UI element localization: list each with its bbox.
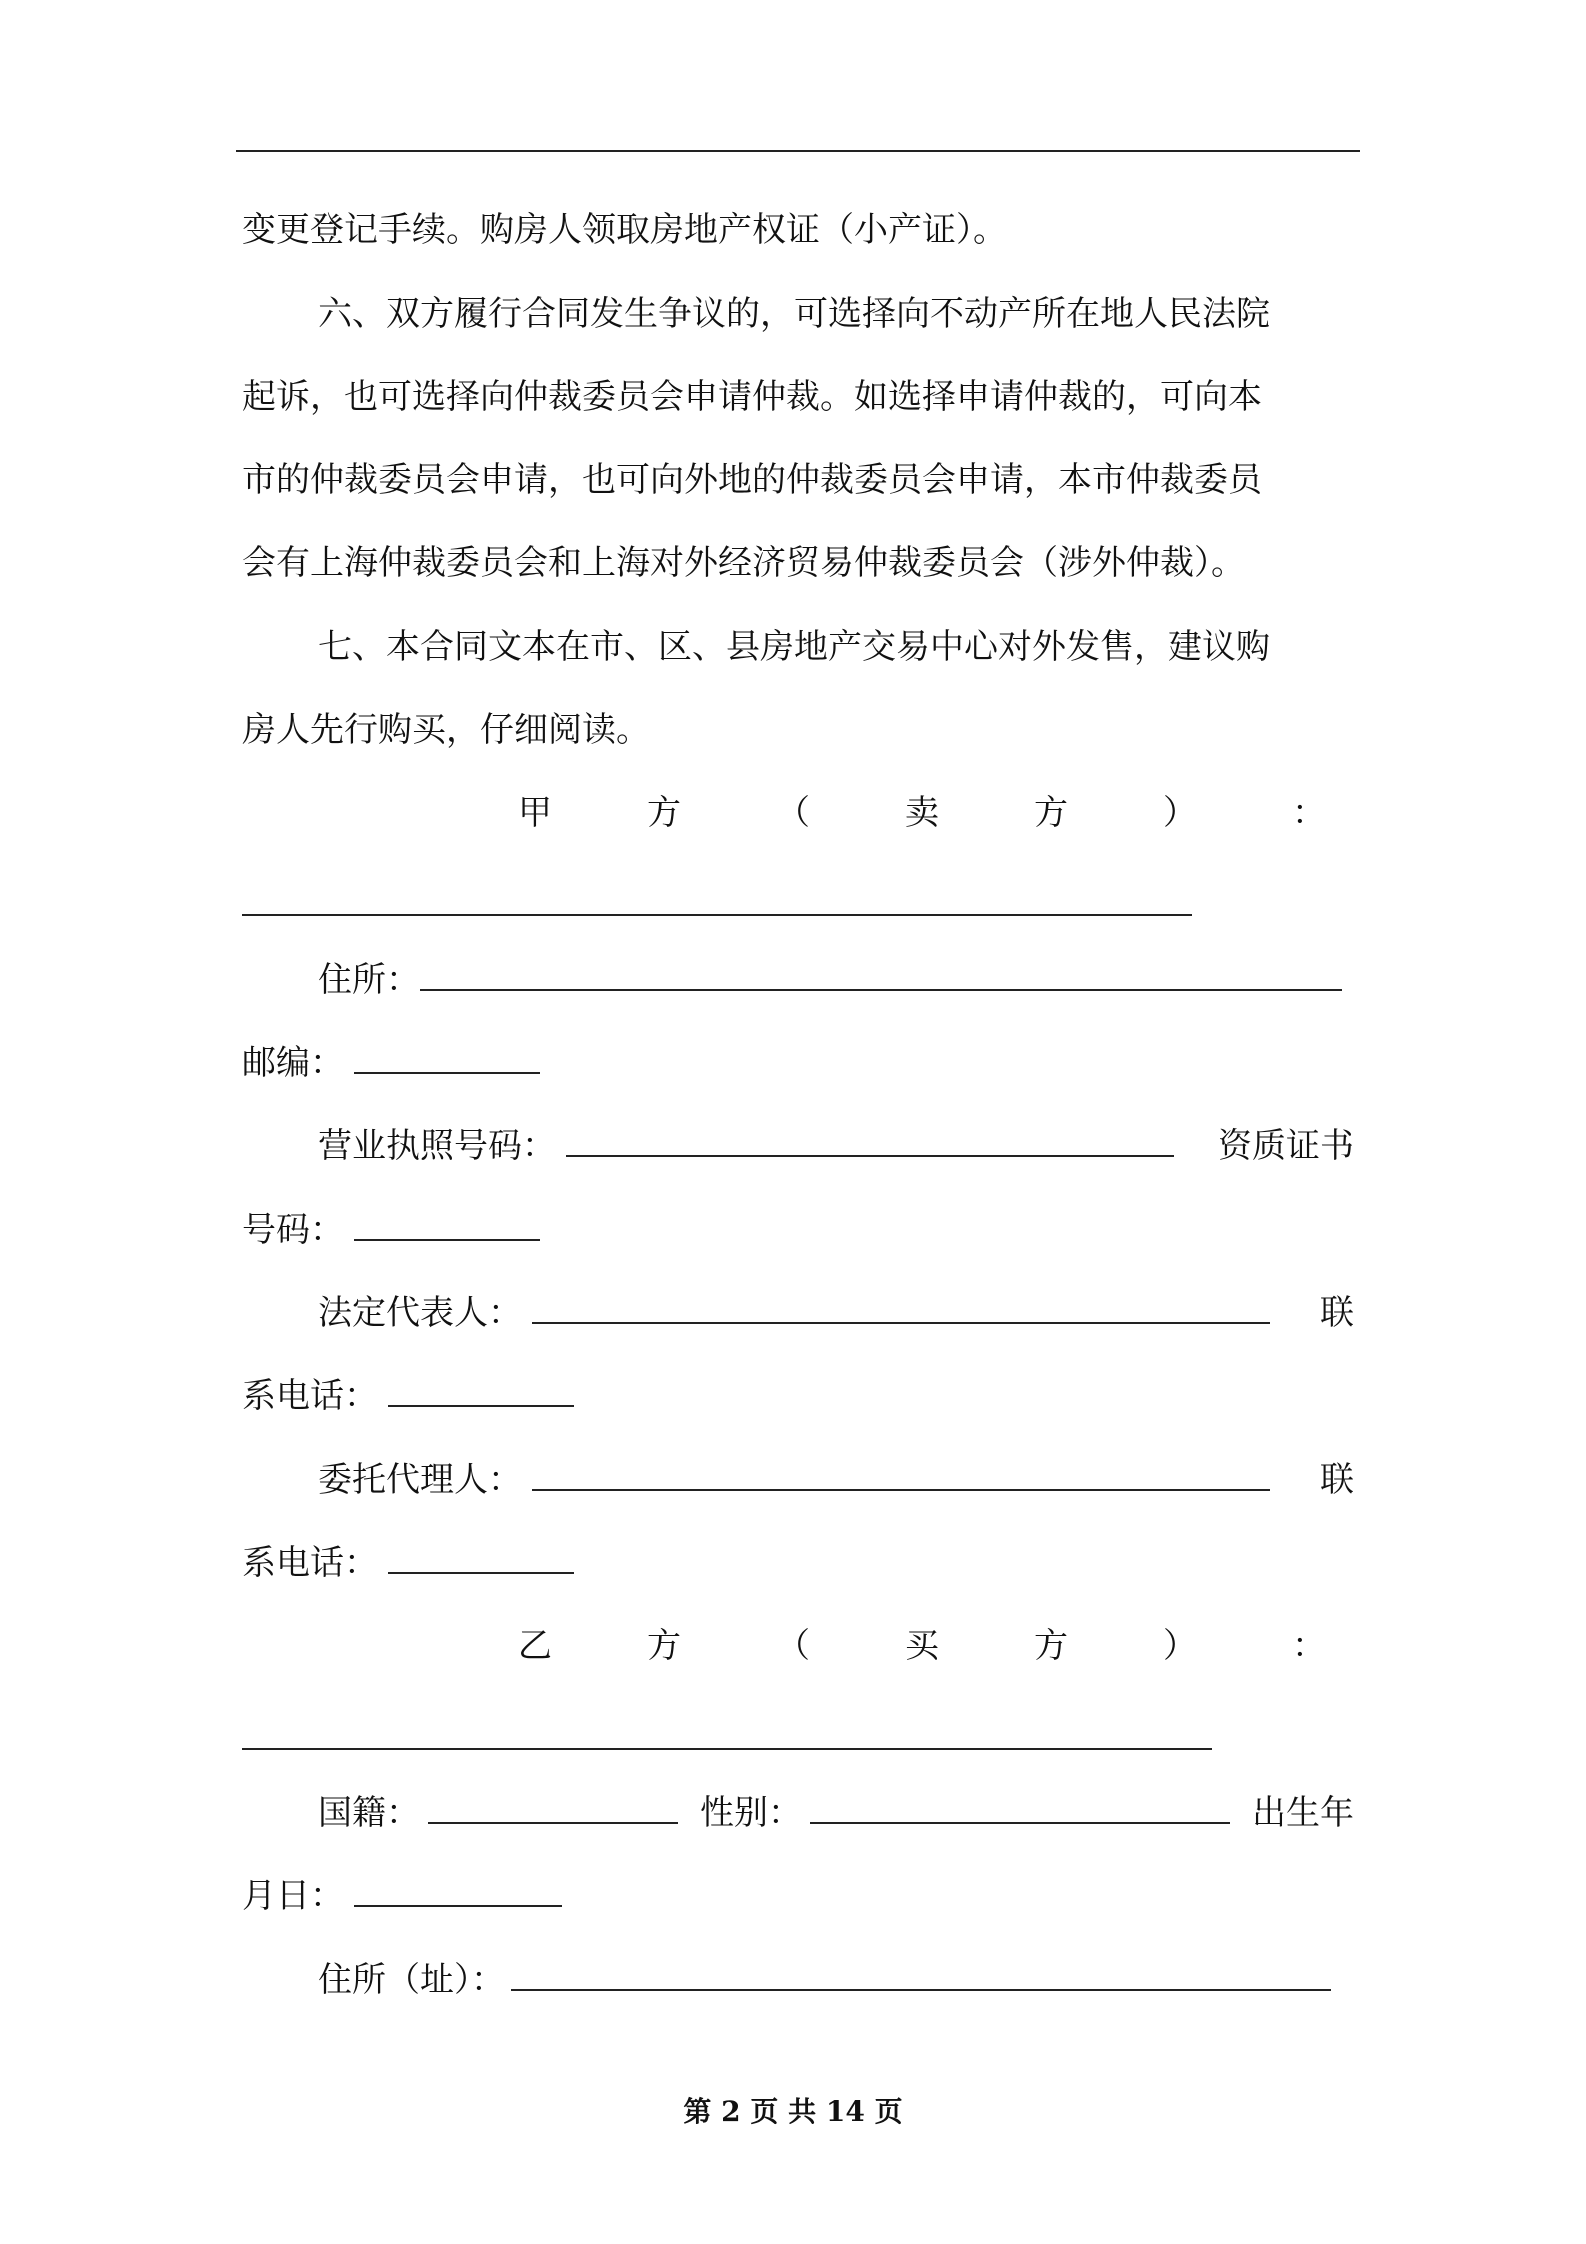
party-a-agent-row [318,1455,1354,1505]
party-a-qualification-label: 资质证书 [1218,1126,1354,1166]
party-a-postcode-blank[interactable] [354,1042,540,1074]
party-a-agent-phone-blank[interactable] [388,1542,574,1574]
party-a-phone-label: 联 [1320,1293,1354,1333]
party-b-birth-label: 出生年 [1252,1793,1354,1833]
party-b-nationality-label: 国籍： [318,1793,420,1833]
party-a-agent-label: 委托代理人： [318,1460,522,1500]
party-a-license-row [318,1121,1354,1171]
party-a-legal-rep-label: 法定代表人： [318,1293,522,1333]
party-b-heading-char: 方 [1034,1626,1068,1666]
party-a-qualification-row [242,1205,1354,1255]
body-line-7: 房人先行购买，仔细阅读。 [242,710,650,750]
body-line-4: 市的仲裁委员会申请，也可向外地的仲裁委员会申请，本市仲裁委员 [242,460,1262,500]
party-b-heading-char: 买 [905,1626,939,1666]
party-a-heading-char: 卖 [905,793,939,833]
party-a-legal-rep-blank[interactable] [532,1292,1270,1324]
body-line-1: 变更登记手续。购房人领取房地产权证（小产证）。 [242,210,1007,250]
party-b-gender-blank[interactable] [810,1792,1230,1824]
party-a-license-blank[interactable] [566,1125,1174,1157]
party-a-heading-char: 方 [647,793,681,833]
body-line-2: 六、双方履行合同发生争议的，可选择向不动产所在地人民法院 [318,294,1270,334]
party-a-agent-phone-label-cont: 系电话： [242,1543,378,1583]
party-b-birth-label-cont: 月日： [242,1876,344,1916]
party-a-address-label: 住所： [318,960,420,1000]
party-b-info-row [318,1788,1354,1838]
party-a-agent-blank[interactable] [532,1459,1270,1491]
party-a-license-label: 营业执照号码： [318,1126,556,1166]
party-b-address-row [318,1955,1354,2005]
party-b-address-blank[interactable] [511,1959,1331,1991]
party-a-heading-char: 甲 [518,793,552,833]
party-a-address-row [318,955,1354,1005]
party-a-heading [518,788,1326,838]
party-a-heading-char: 方 [1034,793,1068,833]
party-a-name-blank[interactable] [242,914,1192,916]
party-a-postcode-label: 邮编： [242,1043,344,1083]
party-a-agent-phone-row [242,1538,1354,1588]
party-b-heading [518,1621,1326,1671]
party-b-birth-blank[interactable] [354,1875,562,1907]
party-a-heading-char: ： [1292,793,1326,833]
body-line-6: 七、本合同文本在市、区、县房地产交易中心对外发售，建议购 [318,627,1270,667]
party-b-heading-char: 方 [647,1626,681,1666]
party-b-heading-char: ） [1163,1626,1197,1666]
party-a-agent-phone-label: 联 [1320,1460,1354,1500]
party-b-name-blank[interactable] [242,1748,1212,1750]
body-line-5: 会有上海仲裁委员会和上海对外经济贸易仲裁委员会（涉外仲裁）。 [242,543,1245,583]
party-a-phone-blank[interactable] [388,1375,574,1407]
party-a-phone-label-cont: 系电话： [242,1376,378,1416]
party-a-qualification-label-cont: 号码： [242,1210,344,1250]
page-number: 第 2 页 共 14 页 [683,2095,903,2128]
party-b-birth-row [242,1871,1354,1921]
party-a-legal-rep-row [318,1288,1354,1338]
party-a-heading-char: ） [1163,793,1197,833]
party-b-heading-char: ： [1292,1626,1326,1666]
party-a-postcode-row [242,1038,1354,1088]
party-a-heading-char: （ [776,793,810,833]
party-b-address-label: 住所（址）： [318,1960,505,2000]
party-a-qualification-blank[interactable] [354,1209,540,1241]
party-b-heading-char: （ [776,1626,810,1666]
party-b-heading-char: 乙 [518,1626,552,1666]
party-a-address-blank[interactable] [420,959,1342,991]
party-b-gender-label: 性别： [700,1793,802,1833]
header-rule [236,150,1360,152]
body-line-3: 起诉，也可选择向仲裁委员会申请仲裁。如选择申请仲裁的，可向本 [242,377,1262,417]
party-b-nationality-blank[interactable] [428,1792,678,1824]
party-a-phone-row [242,1371,1354,1421]
